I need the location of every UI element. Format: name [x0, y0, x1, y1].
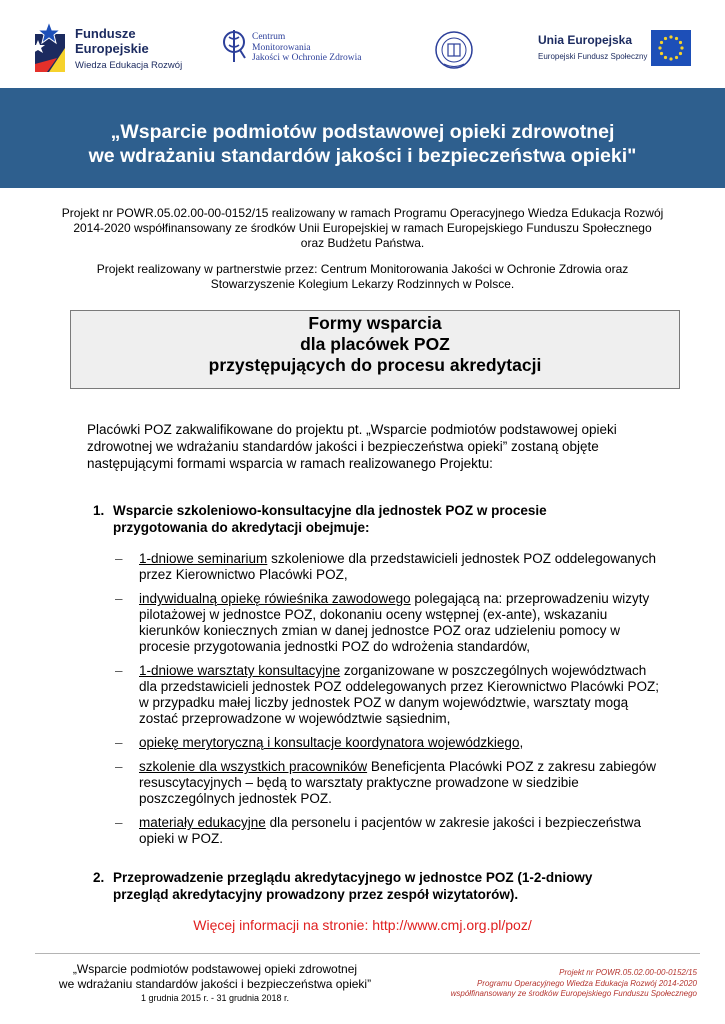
- bullet-underlined: 1-dniowe seminarium: [139, 551, 268, 566]
- cmj-name: Centrum Monitorowania Jakości w Ochronie Zdrowia: [252, 32, 362, 63]
- support-forms-box: [70, 310, 680, 389]
- bullet-text: polegającą na: przeprowadzeniu wizyty pilotażowej w jednostce POZ, dokonaniu oceny wstępnej (ex-ante), wskazaniu kierunków koniecznych zmian w danej jednostce POZ oraz udzieleniu pomocy w procesie przygotowania jednostki POZ do wdrożenia standardów,: [139, 591, 650, 654]
- fundusze-europejskie-logo: [35, 20, 195, 76]
- bullet-item-coordinator: [115, 735, 685, 751]
- project-info: Projekt nr POWR.05.02.00-00-0152/15 realizowany w ramach Programu Operacyjnego Wiedza Edukacja Rozwój 2014-2020 współfinansowany ze środków Unii Europejskiej w ramach Europejskiego Funduszu Społecznego oraz Budżetu Państwa.: [61, 206, 664, 250]
- bullet-dash: –: [115, 663, 123, 678]
- bullet-dash: –: [115, 815, 123, 830]
- ue-title: Unia Europejska: [538, 33, 633, 47]
- support-forms-title: Formy wsparcia dla placówek POZ przystępujących do procesu akredytacji: [208, 313, 542, 375]
- fundusze-title: Fundusze Europejskie: [75, 26, 149, 56]
- section-1-number: 1.: [93, 503, 105, 518]
- cmj-emblem-icon: [222, 28, 246, 64]
- kolegium-seal-icon: [434, 30, 474, 70]
- bullet-dash: –: [115, 735, 123, 750]
- fundusze-europejskie-icon: [35, 20, 69, 74]
- bullet-dash: –: [115, 551, 123, 566]
- partners-info: Projekt realizowany w partnerstwie przez: Centrum Monitorowania Jakości w Ochronie Zdrowia oraz Stowarzyszenie Kolegium Lekarzy Rodzinnych w Polsce.: [96, 262, 629, 291]
- section-2-number: 2.: [93, 870, 105, 885]
- section-2-title: Przeprowadzenie przeglądu akredytacyjnego w jednostce POZ (1-2-dniowy przegląd akredytacyjny prowadzony przez zespół wizytatorów).: [113, 870, 593, 902]
- ue-subtitle: Europejski Fundusz Społeczny: [538, 52, 648, 61]
- bullet-dash: –: [115, 591, 123, 606]
- bullet-item-peer-care: [115, 591, 685, 655]
- intro-paragraph: Placówki POZ zakwalifikowane do projektu pt. „Wsparcie podmiotów podstawowej opieki zdrowotnej we wdrażaniu standardów jakości i bezpieczeństwa opieki” zostaną objęte następującymi formami wsparcia w ramach realizowanego Projektu:: [87, 422, 617, 471]
- banner-title: „Wsparcie podmiotów podstawowej opieki zdrowotnej we wdrażaniu standardów jakości i bezpieczeństwa opieki": [88, 121, 637, 167]
- cmj-logo: [222, 28, 362, 68]
- bullet-underlined: materiały edukacyjne: [139, 815, 266, 830]
- kolegium-lekarzy-logo: [434, 30, 474, 70]
- bullet-text: dla personelu i pacjentów w zakresie jakości i bezpieczeństwa opieki w POZ.: [139, 815, 642, 846]
- footer-project-number: Projekt nr POWR.05.02.00-00-0152/15 Programu Operacyjnego Wiedza Edukacja Rozwój 2014-2020 współfinansowany ze środków Europejskiego Funduszu Społecznego: [450, 968, 697, 998]
- title-banner: [0, 88, 725, 188]
- bullet-item-seminar: [115, 551, 685, 583]
- bullet-dash: –: [115, 759, 123, 774]
- bullet-underlined: indywidualną opiekę rówieśnika zawodowego: [139, 591, 411, 606]
- bullet-text: ,: [519, 735, 524, 750]
- bullet-item-materials: [115, 815, 685, 847]
- section-1-title: Wsparcie szkoleniowo-konsultacyjne dla jednostek POZ w procesie przygotowania do akredytacji obejmuje:: [113, 503, 547, 535]
- bullet-underlined: 1-dniowe warsztaty konsultacyjne: [139, 663, 341, 678]
- bullet-text: szkoleniowe dla przedstawicieli jednostek POZ oddelegowanych przez Kierownictwo Placówki POZ,: [139, 551, 657, 582]
- more-info-link[interactable]: Więcej informacji na stronie: http://www.cmj.org.pl/poz/: [193, 917, 532, 933]
- fundusze-subtitle: Wiedza Edukacja Rozwój: [75, 60, 183, 71]
- bullet-underlined: szkolenie dla wszystkich pracowników: [139, 759, 368, 774]
- bullet-item-staff-training: [115, 759, 685, 807]
- logo-header: [0, 0, 725, 88]
- bullet-item-workshops: [115, 663, 685, 727]
- footer-divider: [35, 953, 700, 954]
- bullet-underlined: opiekę merytoryczną i konsultacje koordynatora wojewódzkiego: [139, 735, 520, 750]
- unia-europejska-logo: [523, 29, 693, 69]
- bullet-text: Beneficjenta Placówki POZ z zakresu zabiegów resuscytacyjnych – będą to warsztaty praktyczne prowadzone w siedzibie poszczególnych jednostek POZ.: [139, 759, 656, 806]
- footer-dates: 1 grudnia 2015 r. - 31 grudnia 2018 r.: [140, 993, 290, 1003]
- bullet-text: zorganizowane w poszczególnych województwach dla przedstawicieli jednostek POZ oddelegowanych przez Kierownictwo Placówki POZ; w przypadku małej liczby jednostek POZ w danym województwie, warsztaty mogą zostać przeprowadzone w województwie sąsiednim,: [139, 663, 659, 726]
- support-bullet-list: [115, 551, 685, 855]
- eu-flag-icon: [651, 30, 691, 66]
- footer-project-title: „Wsparcie podmiotów podstawowej opieki zdrowotnej we wdrażaniu standardów jakości i bezpieczeństwa opieki”: [58, 962, 372, 991]
